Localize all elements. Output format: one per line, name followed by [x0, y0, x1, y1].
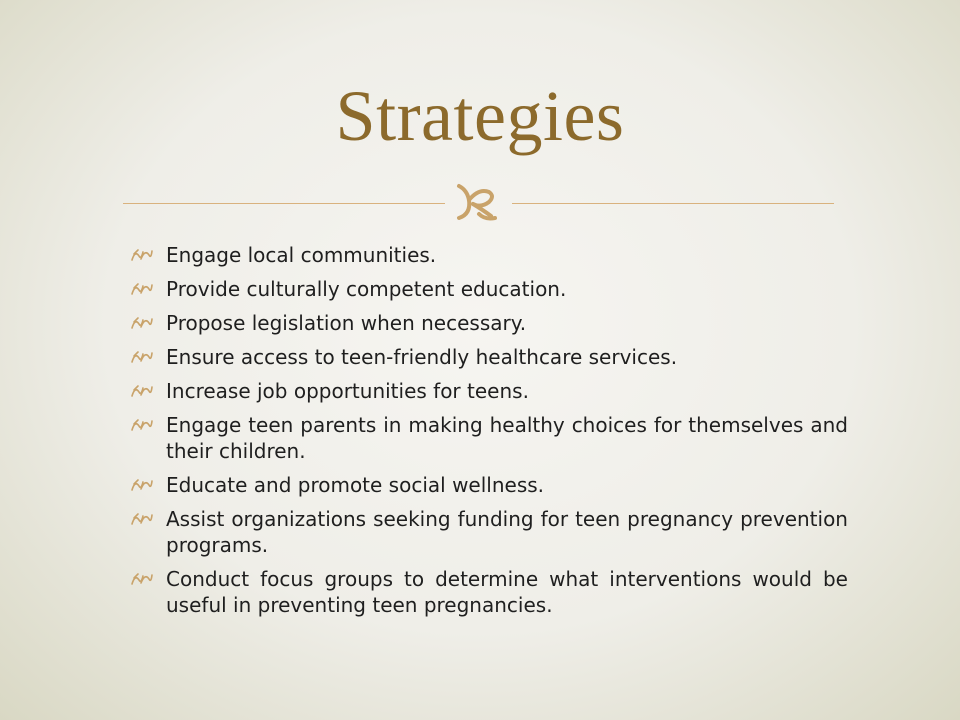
title-divider-left — [123, 203, 445, 204]
bullet-text: Engage local communities. — [166, 243, 437, 267]
bullet-text: Educate and promote social wellness. — [166, 473, 545, 497]
bullet-text: Ensure access to teen-friendly healthcare services. — [166, 345, 678, 369]
bullet-text: Assist organizations seeking funding for teen pregnancy prevention programs. — [166, 507, 848, 557]
bullet-text: Increase job opportunities for teens. — [166, 379, 529, 403]
bullet-list — [130, 242, 848, 626]
scroll-bullet-icon — [130, 349, 154, 365]
bullet-item — [130, 472, 848, 498]
bullet-item — [130, 276, 848, 302]
scroll-bullet-icon — [130, 511, 154, 527]
bullet-item — [130, 566, 848, 618]
scroll-bullet-icon — [130, 281, 154, 297]
bullet-item — [130, 242, 848, 268]
title-divider-right — [512, 203, 834, 204]
bullet-text: Conduct focus groups to determine what interventions would be useful in preventing teen pregnancies. — [166, 567, 848, 617]
scroll-bullet-icon — [130, 571, 154, 587]
bullet-item — [130, 310, 848, 336]
scroll-bullet-icon — [130, 417, 154, 433]
scroll-bullet-icon — [130, 477, 154, 493]
bullet-text: Propose legislation when necessary. — [166, 311, 527, 335]
scroll-bullet-icon — [130, 315, 154, 331]
slide-title: Strategies — [335, 76, 625, 156]
bullet-item — [130, 344, 848, 370]
bullet-item — [130, 506, 848, 558]
bullet-item — [130, 412, 848, 464]
bullet-text: Provide culturally competent education. — [166, 277, 567, 301]
flourish-icon — [449, 180, 505, 224]
scroll-bullet-icon — [130, 247, 154, 263]
bullet-item — [130, 378, 848, 404]
bullet-text: Engage teen parents in making healthy choices for themselves and their children. — [166, 413, 848, 463]
scroll-bullet-icon — [130, 383, 154, 399]
